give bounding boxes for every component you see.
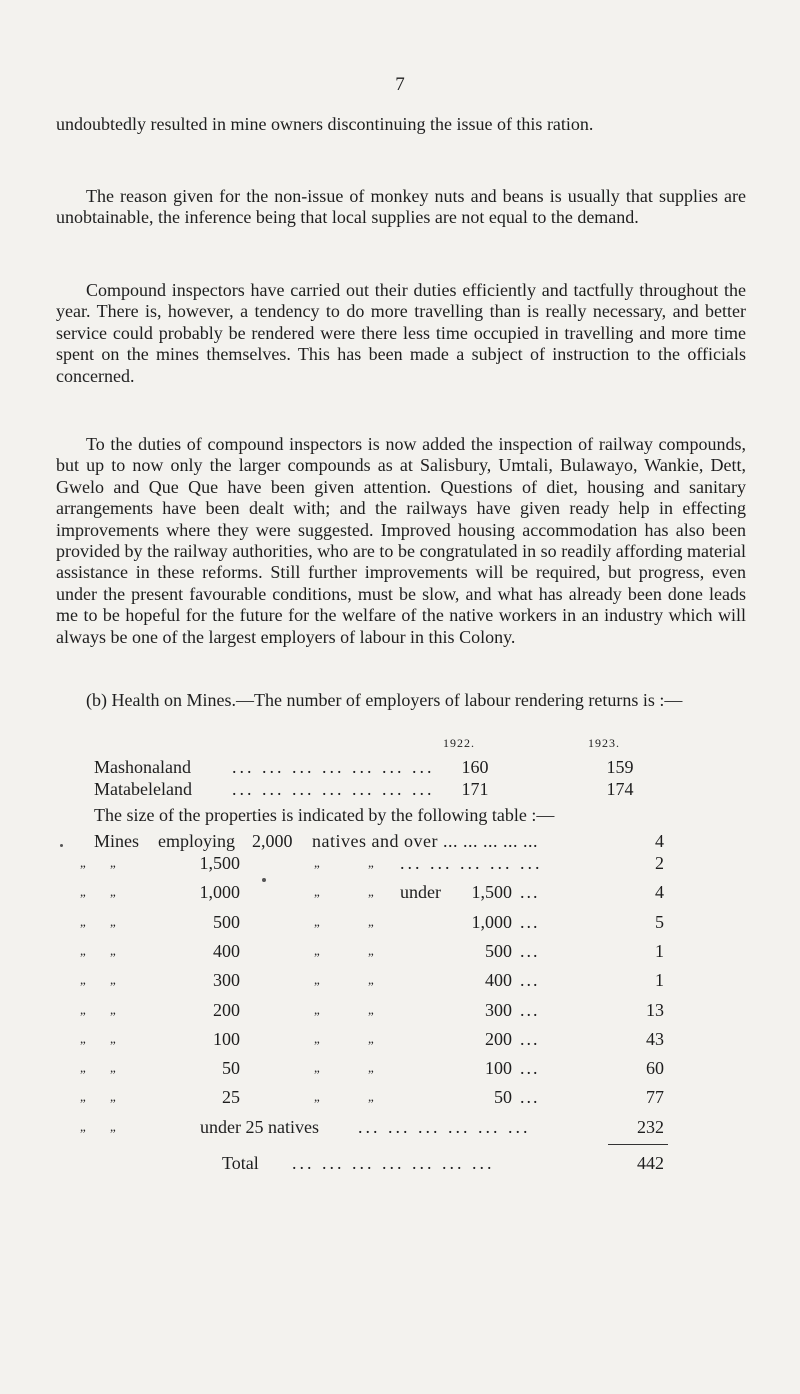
stray-dot-mark <box>262 878 266 882</box>
ditto-mark: „ <box>314 1030 320 1046</box>
min-natives: 200 <box>213 999 240 1020</box>
ditto-mark: „ <box>314 1001 320 1017</box>
size-table-row <box>76 881 736 903</box>
region-name: Mashonaland <box>94 757 191 777</box>
min-natives: 500 <box>213 911 240 932</box>
total-row <box>76 1152 736 1174</box>
ditto-mark: „ <box>110 1030 116 1046</box>
ditto-mark: „ <box>314 884 320 900</box>
ditto-mark: „ <box>110 884 116 900</box>
ditto-mark: „ <box>80 1089 86 1105</box>
size-table-row <box>76 852 736 874</box>
paragraph-compound-inspectors: Compound inspectors have carried out their duties efficiently and tactfully throughout the year. There is, however, a tendency to do more travelling than is really necessary, and better service could probably be rendered were there less time occupied in travelling and more time spent on the mines themselves. This has been made a subject of instruction to the officials concerned. <box>56 280 746 386</box>
ditto-mark: „ <box>110 913 116 929</box>
value-1922: 160 <box>461 757 489 777</box>
total-rule <box>608 1144 668 1145</box>
ditto-mark: „ <box>110 1089 116 1105</box>
count: 1 <box>655 940 664 961</box>
ditto-mark: „ <box>368 884 374 900</box>
mines-label: Mines <box>94 831 139 851</box>
max-natives: 100 <box>485 1058 512 1079</box>
min-natives: 400 <box>213 940 240 961</box>
page-number: 7 <box>395 74 405 95</box>
ditto-mark: „ <box>368 1030 374 1046</box>
region-name: Matabeleland <box>94 779 192 799</box>
natives-and-over: natives and over ... ... ... ... ... <box>312 831 538 851</box>
size-table-row <box>76 1086 736 1108</box>
ditto-mark: „ <box>314 972 320 988</box>
ditto-mark: „ <box>368 1089 374 1105</box>
ditto-mark: „ <box>368 1001 374 1017</box>
dot-leader: ... <box>520 1087 540 1108</box>
dot-leader: ... <box>520 1058 540 1079</box>
count: 5 <box>655 911 664 932</box>
dot-leader: ... <box>520 911 540 932</box>
ditto-mark: „ <box>110 972 116 988</box>
ditto-mark: „ <box>314 855 320 870</box>
ditto-mark: „ <box>80 1118 86 1134</box>
returns-row <box>94 778 654 800</box>
ditto-mark: „ <box>110 1060 116 1076</box>
dot-leader: ... ... ... ... ... ... ... <box>292 1152 495 1173</box>
dot-leader: ... ... ... ... ... ... ... <box>232 779 435 799</box>
ditto-mark: „ <box>80 913 86 929</box>
value-1923: 174 <box>606 779 634 799</box>
year-1923-header: 1923. <box>588 736 620 750</box>
count: 60 <box>646 1058 664 1079</box>
max-natives: 500 <box>485 940 512 961</box>
dot-leader: ... <box>520 940 540 961</box>
count: 43 <box>646 1028 664 1049</box>
ditto-mark: „ <box>314 1089 320 1105</box>
ditto-mark: „ <box>110 855 116 870</box>
count: 1 <box>655 970 664 991</box>
dot-leader: ... ... ... ... ... ... <box>358 1116 531 1137</box>
count: 4 <box>655 882 664 903</box>
ditto-mark: „ <box>110 1118 116 1134</box>
under-25-label: under 25 natives <box>200 1116 319 1137</box>
max-natives: 400 <box>485 970 512 991</box>
ditto-mark: „ <box>368 1060 374 1076</box>
ditto-mark: „ <box>368 972 374 988</box>
ditto-mark: „ <box>80 855 86 870</box>
count: 4 <box>655 831 664 851</box>
ditto-mark: „ <box>80 884 86 900</box>
size-table-row <box>76 1028 736 1050</box>
size-table-row <box>76 940 736 962</box>
ditto-mark: „ <box>314 913 320 929</box>
ditto-mark: „ <box>368 855 374 870</box>
dot-leader: ... <box>520 999 540 1020</box>
ditto-mark: „ <box>80 942 86 958</box>
employing-label: employing <box>158 831 235 851</box>
ditto-mark: „ <box>314 942 320 958</box>
size-table-row <box>76 911 736 933</box>
dot-leader: ... <box>520 970 540 991</box>
ditto-mark: „ <box>80 1001 86 1017</box>
size-table-row-under-25 <box>76 1116 736 1138</box>
max-natives: 1,500 <box>471 882 512 903</box>
ditto-mark: „ <box>80 972 86 988</box>
dot-leader: ... <box>520 882 540 903</box>
value-1922: 171 <box>461 779 489 799</box>
dot-leader: ... <box>520 1028 540 1049</box>
size-table-row <box>76 969 736 991</box>
ditto-mark: „ <box>314 1060 320 1076</box>
max-natives: 200 <box>485 1028 512 1049</box>
ditto-mark: „ <box>110 1001 116 1017</box>
min-natives: 1,000 <box>199 882 240 903</box>
year-1922-header: 1922. <box>443 736 475 750</box>
dot-leader: ... ... ... ... ... <box>400 853 543 873</box>
max-natives: 50 <box>494 1087 512 1108</box>
paragraph-health-on-mines: (b) Health on Mines.—The number of employers of labour rendering returns is :— <box>86 690 683 710</box>
under-label: under <box>400 882 441 903</box>
ditto-mark: „ <box>368 913 374 929</box>
min-natives: 100 <box>213 1028 240 1049</box>
min-natives: 1,500 <box>199 853 240 873</box>
min-natives: 2,000 <box>252 831 293 851</box>
paragraph-continuation: undoubtedly resulted in mine owners discontinuing the issue of this ration. <box>56 114 594 134</box>
total-value: 442 <box>637 1152 664 1173</box>
stray-dot-mark <box>60 844 63 847</box>
count: 2 <box>655 853 664 873</box>
size-table-row <box>76 999 736 1021</box>
min-natives: 300 <box>213 970 240 991</box>
returns-row <box>94 756 654 778</box>
size-table-header-row <box>76 830 736 852</box>
max-natives: 1,000 <box>471 911 512 932</box>
total-label: Total <box>222 1152 259 1173</box>
ditto-mark: „ <box>368 942 374 958</box>
size-table-intro: The size of the properties is indicated by the following table :— <box>94 805 555 825</box>
size-table-row <box>76 1057 736 1079</box>
max-natives: 300 <box>485 999 512 1020</box>
count: 13 <box>646 999 664 1020</box>
value-1923: 159 <box>606 757 634 777</box>
ditto-mark: „ <box>110 942 116 958</box>
min-natives: 50 <box>222 1058 240 1079</box>
dot-leader: ... ... ... ... ... ... ... <box>232 757 435 777</box>
paragraph-railway-compounds: To the duties of compound inspectors is now added the inspection of railway compounds, but up to now only the larger compounds as at Salisbury, Umtali, Bulawayo, Wankie, Dett, Gwelo and Que Que have been given attention. Questions of diet, housing and sanitary arrangements have been dealt with; and the railways have given ready help in effecting improvements where they were suggested. Improved housing accommodation has also been provided by the railway authorities, who are to be congratulated in so readily affording material assistance in these reforms. Still further improvements will be required, but progress, even under the present favourable conditions, must be slow, and what has already been done leads me to be hopeful for the future for the welfare of the native workers in an industry which will always be one of the largest employers of labour in this Colony. <box>56 434 746 647</box>
ditto-mark: „ <box>80 1030 86 1046</box>
paragraph-monkey-nuts: The reason given for the non-issue of monkey nuts and beans is usually that supplies are unobtainable, the inference being that local supplies are not equal to the demand. <box>56 186 746 228</box>
count: 77 <box>646 1087 664 1108</box>
min-natives: 25 <box>222 1087 240 1108</box>
ditto-mark: „ <box>80 1060 86 1076</box>
count: 232 <box>637 1116 664 1137</box>
